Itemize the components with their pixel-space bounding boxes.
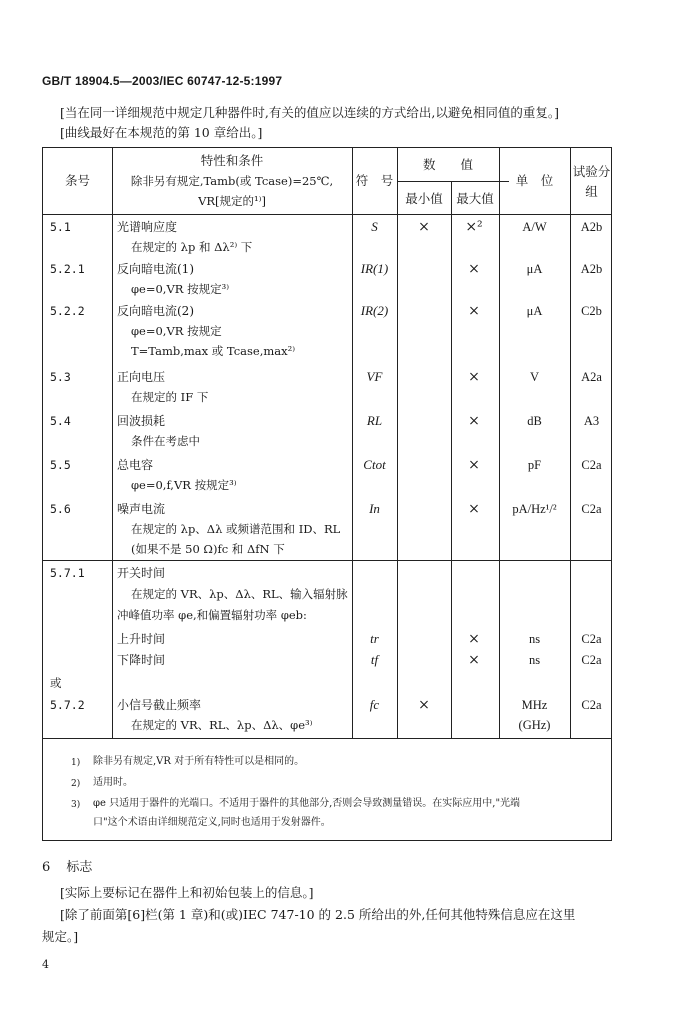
- document-header: GB/T 18904.5—2003/IEC 60747-12-5:1997: [42, 74, 283, 88]
- row-condition: 在规定的 λp、Δλ 或频谱范围和 ID、RL: [131, 522, 341, 536]
- paragraph: [实际上要标记在器件上和初始包装上的信息。]: [60, 885, 314, 900]
- header-divider: [43, 214, 611, 215]
- row-condition: φe=0,VR 按规定: [131, 324, 222, 338]
- row-group: A2b: [580, 220, 603, 234]
- row-group: C2a: [581, 502, 602, 516]
- col-line: [112, 148, 113, 738]
- row-max: ×: [468, 303, 480, 319]
- row-unit: pA/Hz¹/²: [512, 502, 557, 516]
- header-characteristic-vr: VR[规定的¹⁾]: [198, 194, 266, 208]
- header-unit: 单 位: [515, 173, 554, 188]
- row-max: ×: [468, 261, 480, 277]
- row-group: C2a: [581, 653, 602, 667]
- row-characteristic: 反向暗电流(1): [117, 262, 194, 276]
- row-max: ×: [468, 652, 480, 668]
- row-symbol: S: [371, 219, 378, 234]
- row-symbol: RL: [366, 413, 383, 428]
- header-max: 最大值: [456, 191, 494, 206]
- row-min: ×: [418, 219, 430, 235]
- row-characteristic: 总电容: [117, 458, 154, 472]
- row-number: 5.3: [50, 370, 71, 384]
- row-max: ×: [468, 501, 480, 517]
- row-max: ×: [468, 369, 480, 385]
- row-min: ×: [418, 697, 430, 713]
- row-max: ×²: [465, 219, 483, 235]
- row-unit: ns: [528, 653, 541, 667]
- row-condition: 在规定的 IF 下: [131, 390, 209, 404]
- row-condition: 在规定的 VR、λp、Δλ、RL、输入辐射脉: [131, 587, 348, 601]
- row-characteristic: 反向暗电流(2): [117, 304, 194, 318]
- row-number: 5.2.1: [50, 262, 85, 276]
- row-unit: dB: [527, 414, 542, 428]
- section-number: 6: [42, 860, 51, 875]
- row-unit: A/W: [522, 220, 547, 234]
- paragraph: 规定。]: [42, 929, 79, 944]
- row-number: 5.7.1: [50, 566, 85, 580]
- row-group: C2a: [581, 632, 602, 646]
- row-unit: μA: [526, 304, 543, 318]
- row-condition: (如果不是 50 Ω)fc 和 ΔfN 下: [131, 542, 285, 556]
- row-unit: V: [529, 370, 540, 384]
- footnote-text: 口"这个术语由详细规范定义,同时也适用于发射器件。: [93, 817, 331, 828]
- row-number: 5.4: [50, 414, 71, 428]
- row-unit: pF: [527, 458, 542, 472]
- row-characteristic: 光谱响应度: [117, 220, 178, 234]
- row-unit-alt: (GHz): [518, 718, 551, 732]
- row-number: 5.6: [50, 502, 71, 516]
- characteristics-table: [42, 147, 612, 841]
- row-symbol: fc: [369, 697, 380, 712]
- paragraph: [除了前面第[6]栏(第 1 章)和(或)IEC 747-10 的 2.5 所给出的外,任何其他特殊信息应在这里: [60, 907, 576, 922]
- row-number: 5.1: [50, 220, 71, 234]
- row-characteristic: 下降时间: [117, 653, 166, 667]
- section-title: 标志: [66, 860, 93, 875]
- col-line: [352, 148, 353, 738]
- row-group: C2b: [581, 304, 602, 318]
- row-symbol: In: [369, 501, 380, 516]
- row-number: 5.5: [50, 458, 71, 472]
- row-condition: φe=0,VR 按规定³⁾: [131, 282, 230, 296]
- footnote-divider: [43, 738, 611, 739]
- row-unit: MHz: [521, 698, 548, 712]
- row-symbol: tf: [370, 652, 379, 667]
- footnote-mark: 1): [71, 758, 81, 768]
- row-divider: [43, 560, 611, 561]
- row-characteristic: 噪声电流: [117, 502, 166, 516]
- header-characteristic: 特性和条件: [200, 153, 264, 168]
- row-unit: ns: [528, 632, 541, 646]
- row-group: A3: [583, 414, 600, 428]
- footnote-mark: 3): [71, 800, 81, 810]
- header-test-group: 试验分组: [572, 164, 611, 199]
- or-label: 或: [50, 676, 62, 690]
- row-condition: 条件在考虑中: [131, 434, 200, 448]
- row-condition: 冲峰值功率 φe,和偏置辐射功率 φeb:: [117, 608, 307, 622]
- footnote-text: 除非另有规定,VR 对于所有特性可以是相同的。: [93, 756, 305, 767]
- row-max: ×: [468, 631, 480, 647]
- row-group: C2a: [581, 458, 602, 472]
- header-min: 最小值: [405, 191, 443, 206]
- row-group: A2a: [581, 370, 602, 384]
- footnote-text: φe 只适用于器件的光端口。不适用于器件的其他部分,否则会导致测量错误。在实际应用中,"光端: [93, 798, 521, 809]
- header-characteristic-cond: 除非另有规定,Tamb(或 Tcase)=25℃,: [130, 174, 334, 188]
- row-characteristic: 回波损耗: [117, 414, 166, 428]
- row-characteristic: 开关时间: [117, 566, 166, 580]
- row-characteristic: 上升时间: [117, 632, 166, 646]
- note-line-2: [曲线最好在本规范的第 10 章给出。]: [60, 125, 263, 140]
- row-symbol: VF: [366, 369, 383, 384]
- row-max: ×: [468, 413, 480, 429]
- row-characteristic: 小信号截止频率: [117, 698, 202, 712]
- row-symbol: Ctot: [363, 457, 386, 472]
- section-heading: [42, 856, 92, 875]
- row-number: 5.7.2: [50, 698, 85, 712]
- note-line-1: [当在同一详细规范中规定几种器件时,有关的值应以连续的方式给出,以避免相同值的重复。]: [60, 105, 559, 120]
- row-symbol: IR(2): [360, 303, 389, 318]
- row-condition: 在规定的 λp 和 Δλ²⁾ 下: [131, 240, 253, 254]
- row-symbol: tr: [370, 631, 379, 646]
- value-subheader-line: [397, 181, 509, 182]
- row-group: C2a: [581, 698, 602, 712]
- page-number: 4: [42, 958, 49, 971]
- footnote-text: 适用时。: [93, 777, 133, 788]
- col-line: [499, 148, 500, 738]
- footnote-mark: 2): [71, 779, 81, 789]
- row-number: 5.2.2: [50, 304, 85, 318]
- row-characteristic: 正向电压: [117, 370, 166, 384]
- col-line: [397, 148, 398, 738]
- row-condition: 在规定的 VR、RL、λp、Δλ、φe³⁾: [131, 718, 313, 732]
- row-symbol: IR(1): [360, 261, 389, 276]
- row-condition: T=Tamb,max 或 Tcase,max²⁾: [131, 344, 296, 358]
- header-value: 数 值: [422, 157, 473, 172]
- col-line: [570, 148, 571, 738]
- row-group: A2b: [580, 262, 603, 276]
- row-unit: μA: [526, 262, 543, 276]
- row-condition: φe=0,f,VR 按规定³⁾: [131, 478, 237, 492]
- row-max: ×: [468, 457, 480, 473]
- header-item: 条号: [64, 173, 90, 188]
- header-symbol: 符 号: [355, 173, 394, 188]
